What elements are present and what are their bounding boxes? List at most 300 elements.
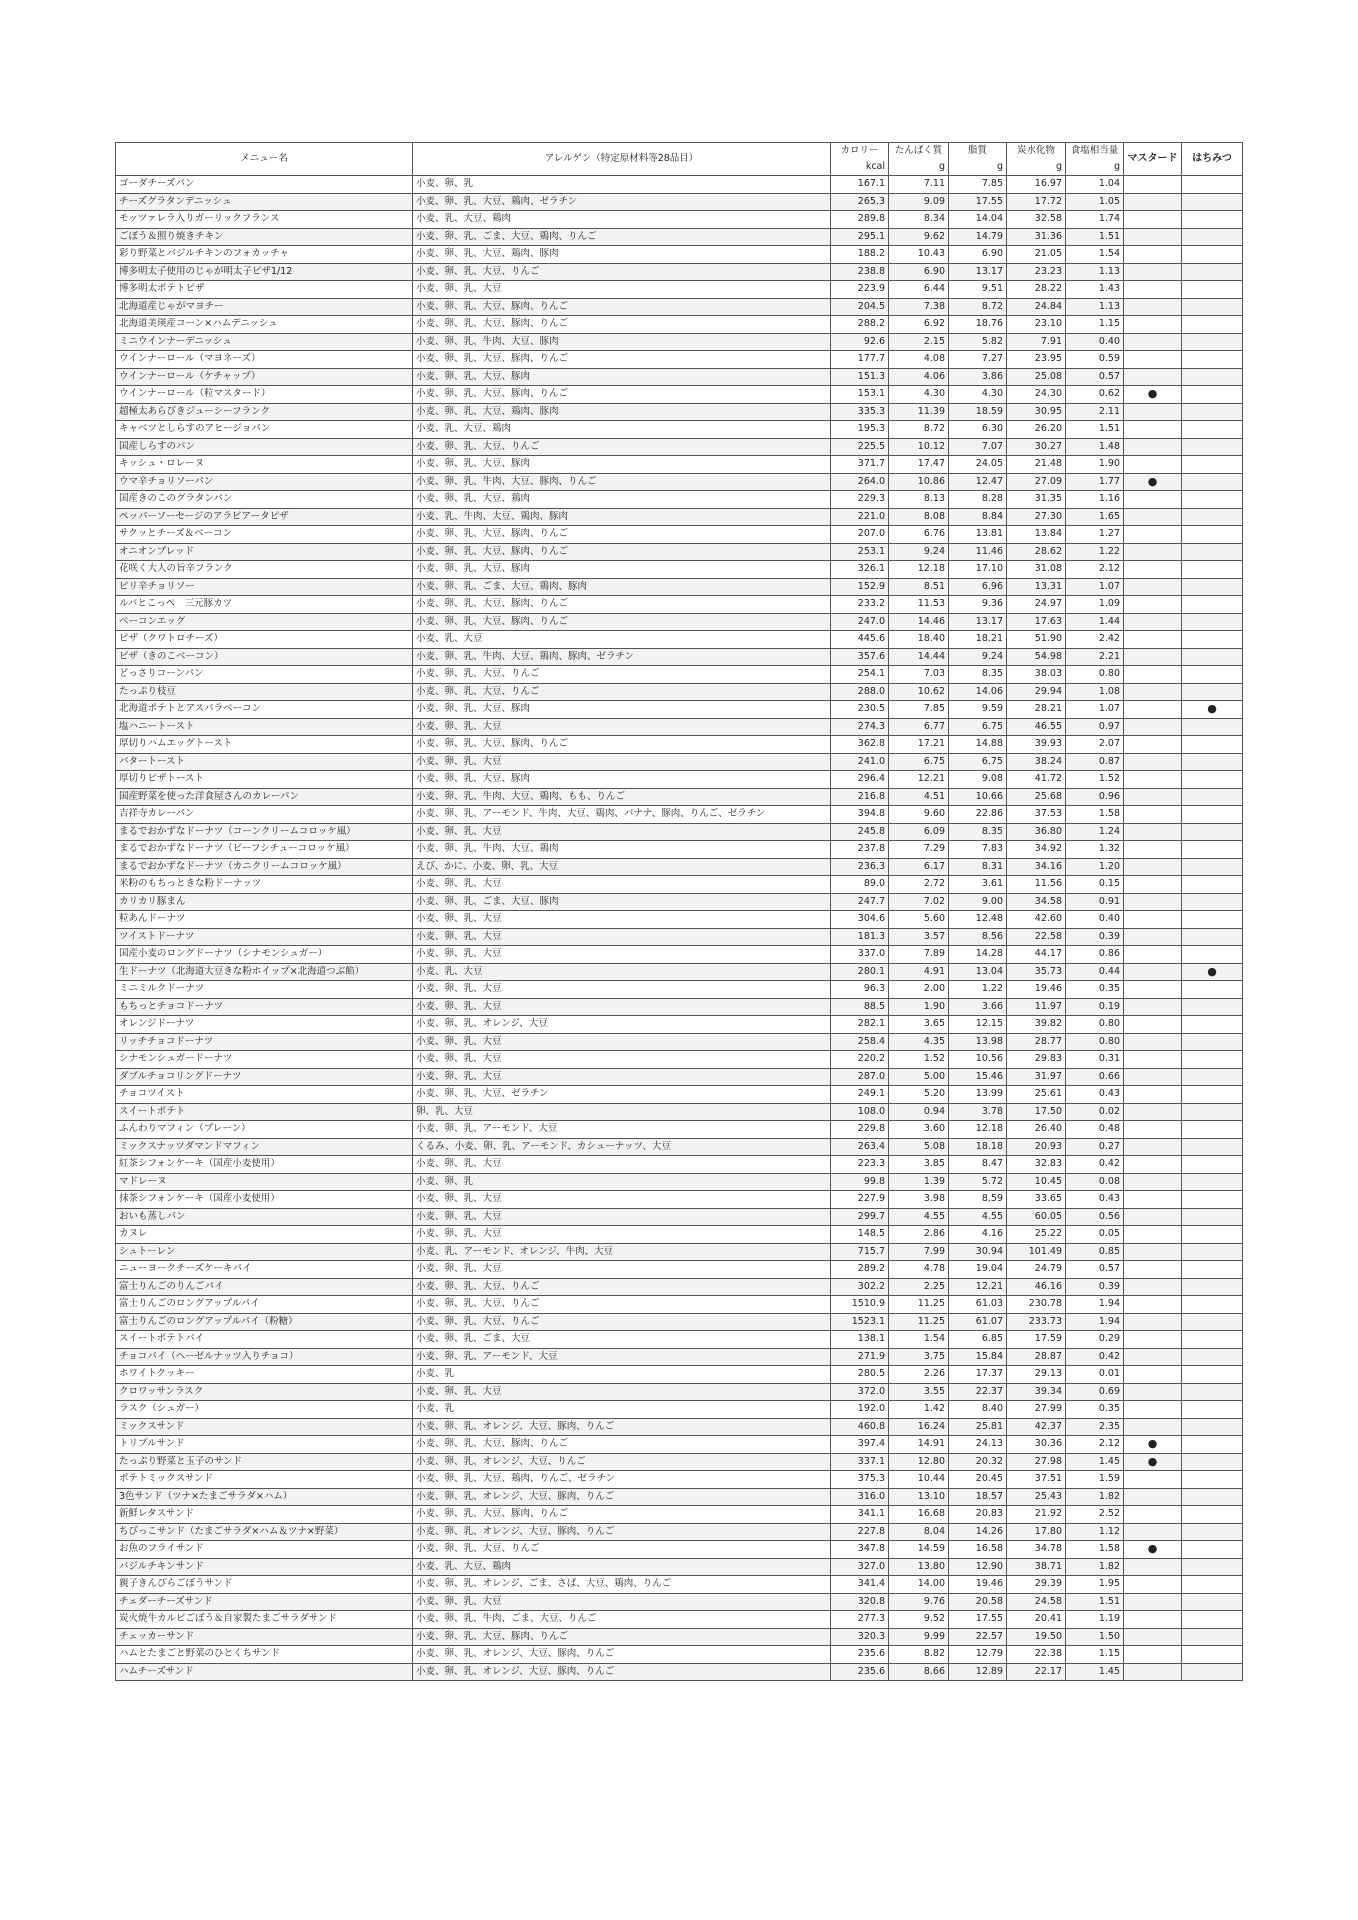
menu-name-cell: シナモンシュガードーナツ xyxy=(116,1051,413,1069)
fat-cell: 7.07 xyxy=(949,438,1007,456)
honey-cell xyxy=(1182,561,1243,579)
salt-cell: 0.42 xyxy=(1066,1156,1124,1174)
calorie-cell: 92.6 xyxy=(831,333,889,351)
allergen-cell: 小麦、卵、乳、大豆 xyxy=(413,1191,831,1209)
mustard-cell xyxy=(1124,351,1182,369)
calorie-cell: 152.9 xyxy=(831,578,889,596)
carbohydrate-cell: 29.83 xyxy=(1007,1051,1066,1069)
mustard-cell xyxy=(1124,998,1182,1016)
carbohydrate-cell: 24.79 xyxy=(1007,1261,1066,1279)
table-row xyxy=(116,1243,1243,1261)
protein-cell: 3.65 xyxy=(889,1016,949,1034)
table-row xyxy=(116,263,1243,281)
carbohydrate-cell: 34.58 xyxy=(1007,893,1066,911)
salt-cell: 1.50 xyxy=(1066,1628,1124,1646)
header-row xyxy=(116,143,1243,160)
allergen-cell: 小麦、卵、乳、大豆、りんご xyxy=(413,1313,831,1331)
salt-cell: 1.13 xyxy=(1066,298,1124,316)
allergen-cell: 小麦、卵、乳、大豆、豚肉、りんご xyxy=(413,526,831,544)
honey-cell xyxy=(1182,1243,1243,1261)
nutrition-allergen-table xyxy=(115,142,1243,1681)
honey-cell xyxy=(1182,421,1243,439)
mustard-cell xyxy=(1124,1243,1182,1261)
mustard-cell: ● xyxy=(1124,1436,1182,1454)
allergen-cell: 小麦、卵、乳、大豆 xyxy=(413,281,831,299)
calorie-cell: 229.8 xyxy=(831,1121,889,1139)
carbohydrate-cell: 34.78 xyxy=(1007,1541,1066,1559)
salt-cell: 1.51 xyxy=(1066,1593,1124,1611)
carbohydrate-cell: 39.34 xyxy=(1007,1383,1066,1401)
fat-cell: 12.21 xyxy=(949,1278,1007,1296)
fat-cell: 18.76 xyxy=(949,316,1007,334)
salt-cell: 0.27 xyxy=(1066,1138,1124,1156)
mustard-cell xyxy=(1124,736,1182,754)
menu-name-cell: 北海道産じゃがマヨチー xyxy=(116,298,413,316)
carbohydrate-cell: 41.72 xyxy=(1007,771,1066,789)
carbohydrate-cell: 13.31 xyxy=(1007,578,1066,596)
allergen-cell: 小麦、卵、乳、大豆、豚肉 xyxy=(413,368,831,386)
allergen-cell: 小麦、乳 xyxy=(413,1401,831,1419)
carbohydrate-cell: 34.16 xyxy=(1007,858,1066,876)
honey-cell xyxy=(1182,1576,1243,1594)
salt-cell: 2.21 xyxy=(1066,648,1124,666)
salt-cell: 1.95 xyxy=(1066,1576,1124,1594)
header-calorie: カロリー xyxy=(831,143,889,160)
fat-cell: 17.55 xyxy=(949,193,1007,211)
honey-cell xyxy=(1182,613,1243,631)
protein-cell: 14.59 xyxy=(889,1541,949,1559)
table-row xyxy=(116,1593,1243,1611)
honey-cell xyxy=(1182,1646,1243,1664)
salt-cell: 2.35 xyxy=(1066,1418,1124,1436)
mustard-cell xyxy=(1124,246,1182,264)
protein-cell: 2.00 xyxy=(889,981,949,999)
calorie-cell: 277.3 xyxy=(831,1611,889,1629)
menu-name-cell: ウインナーロール（マヨネーズ） xyxy=(116,351,413,369)
fat-cell: 8.84 xyxy=(949,508,1007,526)
menu-name-cell: 炭火焼牛カルビごぼう＆自家製たまごサラダサンド xyxy=(116,1611,413,1629)
salt-cell: 0.35 xyxy=(1066,1401,1124,1419)
protein-cell: 4.91 xyxy=(889,963,949,981)
carbohydrate-cell: 27.98 xyxy=(1007,1453,1066,1471)
menu-name-cell: 厚切りピザトースト xyxy=(116,771,413,789)
mustard-cell xyxy=(1124,981,1182,999)
calorie-cell: 254.1 xyxy=(831,666,889,684)
mustard-cell xyxy=(1124,718,1182,736)
salt-cell: 0.31 xyxy=(1066,1051,1124,1069)
protein-cell: 8.08 xyxy=(889,508,949,526)
mustard-cell xyxy=(1124,1506,1182,1524)
honey-cell xyxy=(1182,1383,1243,1401)
table-row xyxy=(116,193,1243,211)
protein-cell: 3.75 xyxy=(889,1348,949,1366)
fat-cell: 6.96 xyxy=(949,578,1007,596)
calorie-cell: 295.1 xyxy=(831,228,889,246)
carbohydrate-cell: 13.84 xyxy=(1007,526,1066,544)
honey-cell xyxy=(1182,1156,1243,1174)
allergen-cell: 小麦、乳、大豆 xyxy=(413,963,831,981)
menu-name-cell: ウインナーロール（ケチャップ） xyxy=(116,368,413,386)
fat-cell: 14.04 xyxy=(949,211,1007,229)
carbohydrate-cell: 38.24 xyxy=(1007,753,1066,771)
header-mustard: マスタード xyxy=(1124,143,1182,176)
calorie-cell: 304.6 xyxy=(831,911,889,929)
fat-cell: 19.46 xyxy=(949,1576,1007,1594)
fat-cell: 13.17 xyxy=(949,613,1007,631)
honey-cell xyxy=(1182,403,1243,421)
allergen-cell: 小麦、卵、乳、ごま、大豆、豚肉 xyxy=(413,893,831,911)
menu-name-cell: 塩ハニートースト xyxy=(116,718,413,736)
salt-cell: 0.43 xyxy=(1066,1191,1124,1209)
menu-name-cell: クロワッサンラスク xyxy=(116,1383,413,1401)
carbohydrate-cell: 24.30 xyxy=(1007,386,1066,404)
calorie-cell: 181.3 xyxy=(831,928,889,946)
calorie-cell: 227.8 xyxy=(831,1523,889,1541)
carbohydrate-cell: 31.08 xyxy=(1007,561,1066,579)
carbohydrate-cell: 23.10 xyxy=(1007,316,1066,334)
salt-cell: 1.05 xyxy=(1066,193,1124,211)
mustard-cell xyxy=(1124,1348,1182,1366)
carbohydrate-cell: 233.73 xyxy=(1007,1313,1066,1331)
table-row xyxy=(116,1033,1243,1051)
allergen-cell: 小麦、卵、乳、牛肉、大豆、鶏肉 xyxy=(413,841,831,859)
carbohydrate-cell: 35.73 xyxy=(1007,963,1066,981)
menu-name-cell: 富士りんごのロングアップルパイ（粉糖） xyxy=(116,1313,413,1331)
allergen-cell: 小麦、卵、乳、アーモンド、大豆 xyxy=(413,1121,831,1139)
calorie-cell: 715.7 xyxy=(831,1243,889,1261)
menu-name-cell: 国産しらすのパン xyxy=(116,438,413,456)
protein-cell: 14.46 xyxy=(889,613,949,631)
carbohydrate-cell: 10.45 xyxy=(1007,1173,1066,1191)
salt-cell: 1.48 xyxy=(1066,438,1124,456)
protein-cell: 4.35 xyxy=(889,1033,949,1051)
mustard-cell xyxy=(1124,683,1182,701)
protein-cell: 5.60 xyxy=(889,911,949,929)
fat-cell: 18.18 xyxy=(949,1138,1007,1156)
honey-cell xyxy=(1182,1611,1243,1629)
allergen-cell: 小麦、卵、乳、大豆 xyxy=(413,718,831,736)
header-fat: 脂質 xyxy=(949,143,1007,160)
unit-salt: g xyxy=(1066,159,1124,176)
menu-name-cell: お魚のフライサンド xyxy=(116,1541,413,1559)
fat-cell: 17.37 xyxy=(949,1366,1007,1384)
allergen-cell: 小麦、卵、乳、ごま、大豆、鶏肉、りんご xyxy=(413,228,831,246)
calorie-cell: 221.0 xyxy=(831,508,889,526)
calorie-cell: 195.3 xyxy=(831,421,889,439)
carbohydrate-cell: 11.56 xyxy=(1007,876,1066,894)
honey-cell xyxy=(1182,596,1243,614)
table-row xyxy=(116,771,1243,789)
calorie-cell: 258.4 xyxy=(831,1033,889,1051)
fat-cell: 9.36 xyxy=(949,596,1007,614)
honey-cell xyxy=(1182,858,1243,876)
fat-cell: 12.90 xyxy=(949,1558,1007,1576)
table-row xyxy=(116,1278,1243,1296)
table-row xyxy=(116,176,1243,194)
header-honey: はちみつ xyxy=(1182,143,1243,176)
carbohydrate-cell: 25.22 xyxy=(1007,1226,1066,1244)
protein-cell: 10.12 xyxy=(889,438,949,456)
table-row xyxy=(116,1261,1243,1279)
protein-cell: 9.24 xyxy=(889,543,949,561)
allergen-cell: 小麦、卵、乳、大豆 xyxy=(413,1051,831,1069)
fat-cell: 6.75 xyxy=(949,753,1007,771)
fat-cell: 18.57 xyxy=(949,1488,1007,1506)
allergen-cell: 小麦、卵、乳、オレンジ、大豆、豚肉、りんご xyxy=(413,1523,831,1541)
menu-name-cell: 粒あんドーナツ xyxy=(116,911,413,929)
protein-cell: 9.52 xyxy=(889,1611,949,1629)
allergen-cell: 小麦、卵、乳、大豆、鶏肉、豚肉 xyxy=(413,403,831,421)
carbohydrate-cell: 21.05 xyxy=(1007,246,1066,264)
table-row xyxy=(116,543,1243,561)
allergen-cell: 小麦、卵、乳、大豆、りんご xyxy=(413,1296,831,1314)
carbohydrate-cell: 24.58 xyxy=(1007,1593,1066,1611)
honey-cell xyxy=(1182,648,1243,666)
carbohydrate-cell: 34.92 xyxy=(1007,841,1066,859)
menu-name-cell: ペッパーソーセージのアラビアータピザ xyxy=(116,508,413,526)
allergen-cell: 小麦、卵、乳、大豆、りんご xyxy=(413,666,831,684)
salt-cell: 1.58 xyxy=(1066,806,1124,824)
menu-name-cell: ピリ辛チョリソー xyxy=(116,578,413,596)
protein-cell: 4.06 xyxy=(889,368,949,386)
header-carbohydrate: 炭水化物 xyxy=(1007,143,1066,160)
protein-cell: 2.15 xyxy=(889,333,949,351)
carbohydrate-cell: 42.37 xyxy=(1007,1418,1066,1436)
salt-cell: 1.08 xyxy=(1066,683,1124,701)
mustard-cell xyxy=(1124,753,1182,771)
allergen-cell: 小麦、卵、乳、大豆、りんご xyxy=(413,683,831,701)
fat-cell: 10.66 xyxy=(949,788,1007,806)
allergen-cell: 小麦、卵、乳、オレンジ、大豆、りんご xyxy=(413,1453,831,1471)
calorie-cell: 235.6 xyxy=(831,1663,889,1681)
menu-name-cell: ポテトミックスサンド xyxy=(116,1471,413,1489)
menu-name-cell: 吉祥寺カレーパン xyxy=(116,806,413,824)
menu-name-cell: チェッカーサンド xyxy=(116,1628,413,1646)
mustard-cell xyxy=(1124,928,1182,946)
fat-cell: 9.59 xyxy=(949,701,1007,719)
allergen-cell: 小麦、卵、乳、大豆 xyxy=(413,981,831,999)
mustard-cell xyxy=(1124,1366,1182,1384)
honey-cell xyxy=(1182,211,1243,229)
mustard-cell xyxy=(1124,1051,1182,1069)
carbohydrate-cell: 32.83 xyxy=(1007,1156,1066,1174)
mustard-cell xyxy=(1124,1471,1182,1489)
salt-cell: 1.90 xyxy=(1066,456,1124,474)
calorie-cell: 96.3 xyxy=(831,981,889,999)
allergen-cell: 小麦、乳、大豆、鶏肉 xyxy=(413,1558,831,1576)
mustard-cell xyxy=(1124,1383,1182,1401)
calorie-cell: 362.8 xyxy=(831,736,889,754)
calorie-cell: 223.3 xyxy=(831,1156,889,1174)
menu-name-cell: 北海道ポテトとアスパラベーコン xyxy=(116,701,413,719)
allergen-cell: 小麦、卵、乳、大豆、豚肉 xyxy=(413,701,831,719)
protein-cell: 1.90 xyxy=(889,998,949,1016)
calorie-cell: 1510.9 xyxy=(831,1296,889,1314)
protein-cell: 3.85 xyxy=(889,1156,949,1174)
protein-cell: 3.60 xyxy=(889,1121,949,1139)
protein-cell: 1.39 xyxy=(889,1173,949,1191)
fat-cell: 12.79 xyxy=(949,1646,1007,1664)
honey-cell xyxy=(1182,893,1243,911)
salt-cell: 1.94 xyxy=(1066,1313,1124,1331)
salt-cell: 0.91 xyxy=(1066,893,1124,911)
fat-cell: 24.13 xyxy=(949,1436,1007,1454)
carbohydrate-cell: 22.58 xyxy=(1007,928,1066,946)
protein-cell: 12.18 xyxy=(889,561,949,579)
calorie-cell: 326.1 xyxy=(831,561,889,579)
honey-cell xyxy=(1182,823,1243,841)
protein-cell: 11.25 xyxy=(889,1296,949,1314)
fat-cell: 9.51 xyxy=(949,281,1007,299)
allergen-cell: 小麦、卵、乳、大豆、りんご xyxy=(413,263,831,281)
honey-cell xyxy=(1182,1226,1243,1244)
menu-name-cell: ダブルチョコリングドーナツ xyxy=(116,1068,413,1086)
protein-cell: 13.80 xyxy=(889,1558,949,1576)
table-row xyxy=(116,1156,1243,1174)
calorie-cell: 347.8 xyxy=(831,1541,889,1559)
mustard-cell xyxy=(1124,456,1182,474)
mustard-cell xyxy=(1124,648,1182,666)
allergen-cell: 小麦、卵、乳、大豆 xyxy=(413,946,831,964)
fat-cell: 12.89 xyxy=(949,1663,1007,1681)
protein-cell: 3.57 xyxy=(889,928,949,946)
mustard-cell xyxy=(1124,438,1182,456)
fat-cell: 1.22 xyxy=(949,981,1007,999)
protein-cell: 2.72 xyxy=(889,876,949,894)
mustard-cell xyxy=(1124,333,1182,351)
table-row xyxy=(116,1453,1243,1471)
menu-name-cell: 博多明太子使用のじゃが明太子ピザ1/12 xyxy=(116,263,413,281)
mustard-cell xyxy=(1124,176,1182,194)
table-row xyxy=(116,788,1243,806)
menu-name-cell: ミックスサンド xyxy=(116,1418,413,1436)
calorie-cell: 245.8 xyxy=(831,823,889,841)
mustard-cell xyxy=(1124,1068,1182,1086)
menu-name-cell: マドレーヌ xyxy=(116,1173,413,1191)
protein-cell: 9.99 xyxy=(889,1628,949,1646)
honey-cell xyxy=(1182,386,1243,404)
fat-cell: 10.56 xyxy=(949,1051,1007,1069)
allergen-cell: くるみ、小麦、卵、乳、アーモンド、カシューナッツ、大豆 xyxy=(413,1138,831,1156)
fat-cell: 8.59 xyxy=(949,1191,1007,1209)
salt-cell: 1.32 xyxy=(1066,841,1124,859)
honey-cell xyxy=(1182,228,1243,246)
menu-name-cell: 花咲く大人の旨辛フランク xyxy=(116,561,413,579)
salt-cell: 1.45 xyxy=(1066,1453,1124,1471)
carbohydrate-cell: 11.97 xyxy=(1007,998,1066,1016)
salt-cell: 1.20 xyxy=(1066,858,1124,876)
calorie-cell: 296.4 xyxy=(831,771,889,789)
menu-name-cell: オレンジドーナツ xyxy=(116,1016,413,1034)
honey-cell xyxy=(1182,998,1243,1016)
fat-cell: 14.28 xyxy=(949,946,1007,964)
carbohydrate-cell: 17.63 xyxy=(1007,613,1066,631)
salt-cell: 0.29 xyxy=(1066,1331,1124,1349)
menu-name-cell: チェダーチーズサンド xyxy=(116,1593,413,1611)
table-row xyxy=(116,893,1243,911)
table-row xyxy=(116,876,1243,894)
honey-cell xyxy=(1182,1488,1243,1506)
table-row xyxy=(116,1138,1243,1156)
table-row xyxy=(116,613,1243,631)
salt-cell: 0.87 xyxy=(1066,753,1124,771)
carbohydrate-cell: 28.22 xyxy=(1007,281,1066,299)
table-row xyxy=(116,1383,1243,1401)
salt-cell: 0.35 xyxy=(1066,981,1124,999)
salt-cell: 0.43 xyxy=(1066,1086,1124,1104)
mustard-cell xyxy=(1124,788,1182,806)
carbohydrate-cell: 19.46 xyxy=(1007,981,1066,999)
calorie-cell: 238.8 xyxy=(831,263,889,281)
salt-cell: 0.59 xyxy=(1066,351,1124,369)
table-row xyxy=(116,508,1243,526)
calorie-cell: 289.8 xyxy=(831,211,889,229)
table-row xyxy=(116,753,1243,771)
mustard-cell xyxy=(1124,1261,1182,1279)
honey-cell xyxy=(1182,333,1243,351)
honey-cell xyxy=(1182,1593,1243,1611)
allergen-cell: 小麦、卵、乳、大豆、鶏肉、ゼラチン xyxy=(413,193,831,211)
allergen-cell: えび、かに、小麦、卵、乳、大豆 xyxy=(413,858,831,876)
allergen-cell: 小麦、卵、乳、オレンジ、大豆、豚肉、りんご xyxy=(413,1646,831,1664)
calorie-cell: 394.8 xyxy=(831,806,889,824)
menu-name-cell: まるでおかずなドーナツ（コーンクリームコロッケ風） xyxy=(116,823,413,841)
mustard-cell xyxy=(1124,1628,1182,1646)
fat-cell: 25.81 xyxy=(949,1418,1007,1436)
allergen-cell: 小麦、卵、乳、大豆、豚肉、りんご xyxy=(413,298,831,316)
honey-cell xyxy=(1182,1366,1243,1384)
calorie-cell: 207.0 xyxy=(831,526,889,544)
carbohydrate-cell: 46.55 xyxy=(1007,718,1066,736)
allergen-cell: 小麦、卵、乳、大豆 xyxy=(413,998,831,1016)
allergen-cell: 小麦、卵、乳、大豆、豚肉、りんご xyxy=(413,1506,831,1524)
carbohydrate-cell: 24.97 xyxy=(1007,596,1066,614)
carbohydrate-cell: 23.95 xyxy=(1007,351,1066,369)
menu-name-cell: オニオンブレッド xyxy=(116,543,413,561)
table-row xyxy=(116,473,1243,491)
menu-name-cell: たっぷり野菜と玉子のサンド xyxy=(116,1453,413,1471)
salt-cell: 1.58 xyxy=(1066,1541,1124,1559)
menu-name-cell: チーズグラタンデニッシュ xyxy=(116,193,413,211)
fat-cell: 14.88 xyxy=(949,736,1007,754)
allergen-cell: 小麦、卵、乳、大豆、豚肉、りんご xyxy=(413,596,831,614)
protein-cell: 2.25 xyxy=(889,1278,949,1296)
protein-cell: 5.08 xyxy=(889,1138,949,1156)
carbohydrate-cell: 29.13 xyxy=(1007,1366,1066,1384)
unit-calorie: kcal xyxy=(831,159,889,176)
table-row xyxy=(116,946,1243,964)
menu-name-cell: 富士りんごのロングアップルパイ xyxy=(116,1296,413,1314)
menu-name-cell: ベーコンエッグ xyxy=(116,613,413,631)
menu-name-cell: 国産小麦のロングドーナツ（シナモンシュガー） xyxy=(116,946,413,964)
honey-cell xyxy=(1182,928,1243,946)
protein-cell: 3.98 xyxy=(889,1191,949,1209)
carbohydrate-cell: 24.84 xyxy=(1007,298,1066,316)
allergen-cell: 小麦、卵、乳、大豆 xyxy=(413,1208,831,1226)
table-row xyxy=(116,1523,1243,1541)
calorie-cell: 265.3 xyxy=(831,193,889,211)
honey-cell xyxy=(1182,1278,1243,1296)
mustard-cell xyxy=(1124,1576,1182,1594)
protein-cell: 16.68 xyxy=(889,1506,949,1524)
menu-name-cell: ハムチーズサンド xyxy=(116,1663,413,1681)
menu-name-cell: ルバとこっぺ 三元豚カツ xyxy=(116,596,413,614)
honey-cell xyxy=(1182,1348,1243,1366)
table-row xyxy=(116,421,1243,439)
protein-cell: 8.34 xyxy=(889,211,949,229)
protein-cell: 14.91 xyxy=(889,1436,949,1454)
protein-cell: 2.86 xyxy=(889,1226,949,1244)
